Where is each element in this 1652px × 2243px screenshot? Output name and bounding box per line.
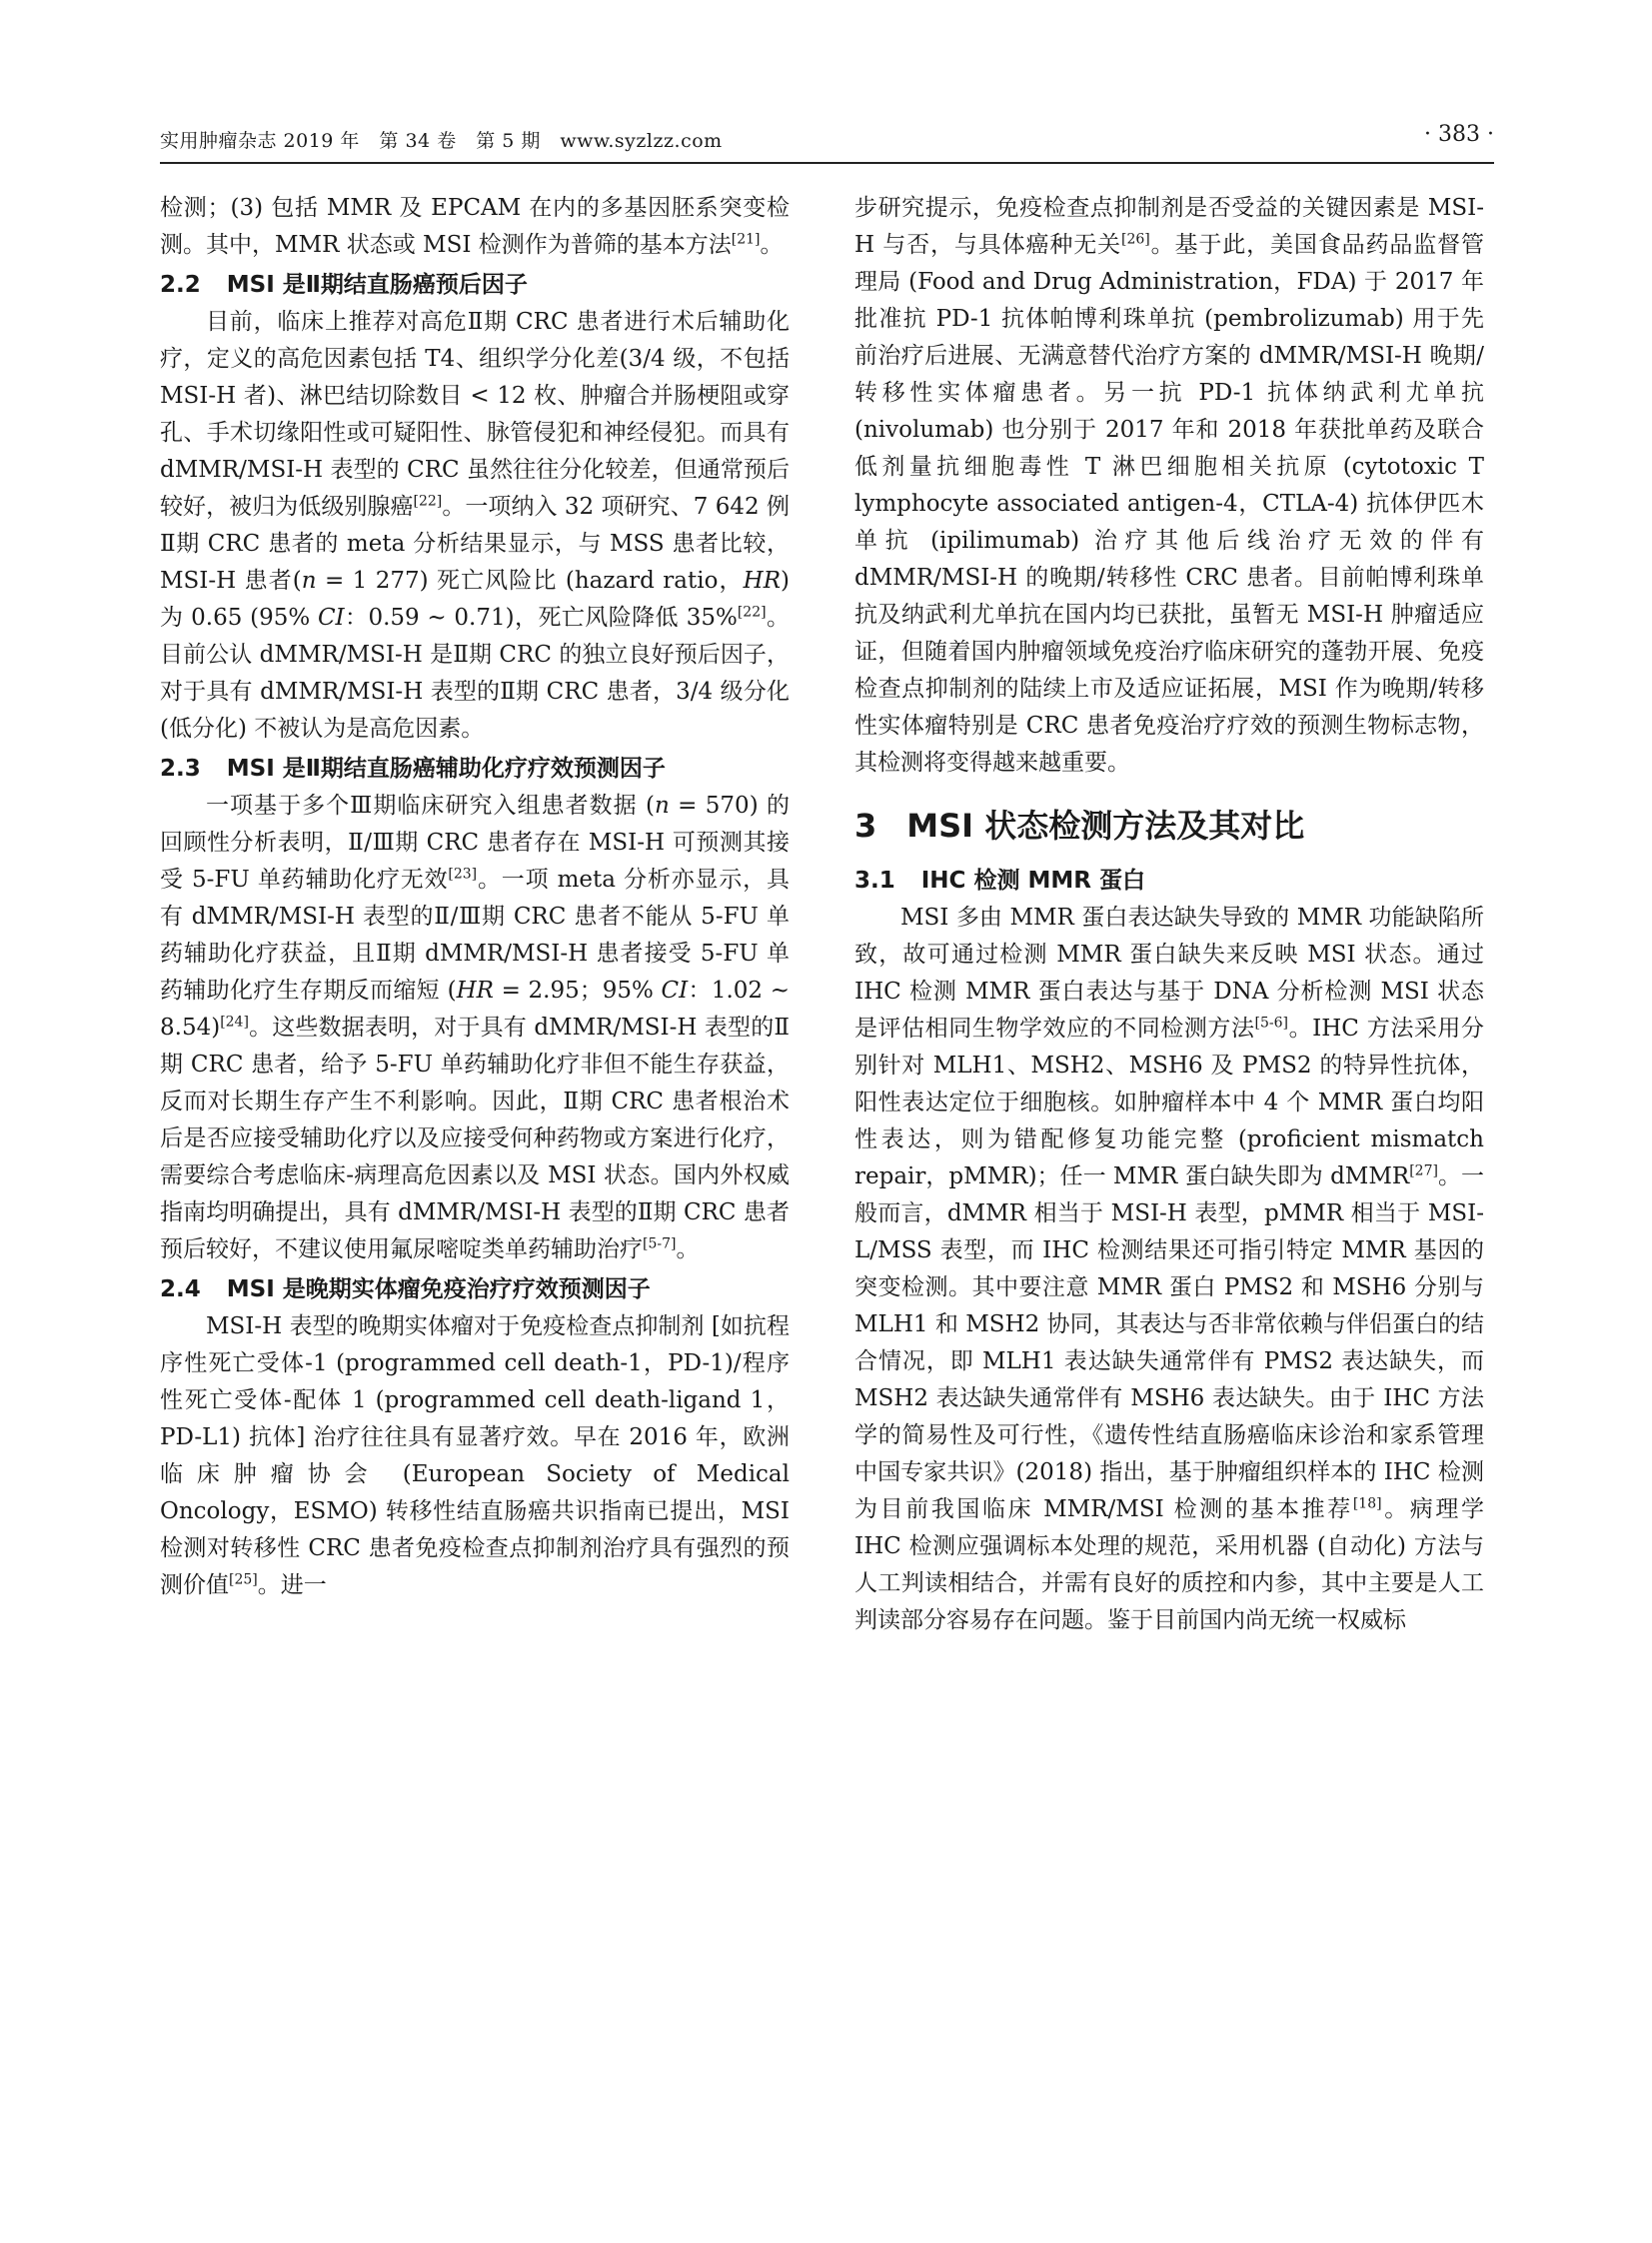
- citation[interactable]: [5-7]: [643, 1235, 677, 1252]
- section-heading-2-2: 2.2 MSI 是Ⅱ期结直肠癌预后因子: [160, 272, 528, 298]
- citation[interactable]: [23]: [448, 866, 478, 883]
- journal-info: 实用肿瘤杂志 2019 年 第 34 卷 第 5 期 www.syzlzz.com: [160, 130, 723, 152]
- running-header: [160, 120, 1494, 164]
- section-heading-2-4: 2.4 MSI 是晚期实体瘤免疫治疗疗效预测因子: [160, 1276, 651, 1302]
- paragraph: 检测；(3) 包括 MMR 及 EPCAM 在内的多基因胚系突变检测。其中，MMR 状态或 MSI 检测作为普筛的基本方法[21]。: [160, 195, 790, 258]
- citation[interactable]: [27]: [1409, 1162, 1438, 1179]
- citation[interactable]: [25]: [229, 1571, 258, 1588]
- citation[interactable]: [22]: [737, 604, 767, 621]
- citation[interactable]: [26]: [1121, 231, 1150, 248]
- left-column: [160, 190, 790, 1604]
- right-column: [854, 190, 1484, 1639]
- paragraph: 步研究提示，免疫检查点抑制剂是否受益的关键因素是 MSI-H 与否，与具体癌种无关[26]。基于此，美国食品药品监督管理局 (Food and Drug Administration，FDA) 于 2017 年批准抗 PD-1 抗体帕博利珠单抗 (pembrolizumab) 用于先前治疗后进展、无满意替代治疗方案的 dMMR/MSI-H 晚期/转移性实体瘤患者。另一抗 PD-1 抗体纳武利尤单抗 (nivolumab) 也分别于 2017 年和 2018 年获批单药及联合低剂量抗细胞毒性 T 淋巴细胞相关抗原 (cytotoxic T lymphocyte associated antigen-4，CTLA-4) 抗体伊匹木单抗 (ipilimumab) 治疗其他后线治疗无效的伴有 dMMR/MSI-H 的晚期/转移性 CRC 患者。目前帕博利珠单抗及纳武利尤单抗在国内均已获批，虽暂无 MSI-H 肿瘤适应证，但随着国内肿瘤领域免疫治疗临床研究的蓬勃开展、免疫检查点抑制剂的陆续上市及适应证拓展，MSI 作为晚期/转移性实体瘤特别是 CRC 患者免疫治疗疗效的预测生物标志物，其检测将变得越来越重要。: [854, 195, 1484, 776]
- section-heading-3-1: 3.1 IHC 检测 MMR 蛋白: [854, 868, 1145, 894]
- citation[interactable]: [22]: [413, 493, 443, 510]
- section-heading-2-3: 2.3 MSI 是Ⅱ期结直肠癌辅助化疗疗效预测因子: [160, 756, 666, 782]
- page-number: · 383 ·: [1424, 122, 1494, 147]
- citation[interactable]: [5-6]: [1254, 1015, 1289, 1032]
- paragraph: MSI 多由 MMR 蛋白表达缺失导致的 MMR 功能缺陷所致，故可通过检测 MMR 蛋白缺失来反映 MSI 状态。通过 IHC 检测 MMR 蛋白表达与基于 DNA 分析检测 MSI 状态是评估相同生物学效应的不同检测方法[5-6]。IHC 方法采用分别针对 MLH1、MSH2、MSH6 及 PMS2 的特异性抗体，阳性表达定位于细胞核。如肿瘤样本中 4 个 MMR 蛋白均阳性表达，则为错配修复功能完整 (proficient mismatch repair，pMMR)；任一 MMR 蛋白缺失即为 dMMR[27]。一般而言，dMMR 相当于 MSI-H 表型，pMMR 相当于 MSI-L/MSS 表型，而 IHC 检测结果还可指引特定 MMR 基因的突变检测。其中要注意 MMR 蛋白 PMS2 和 MSH6 分别与 MLH1 和 MSH2 协同，其表达与否非常依赖与伴侣蛋白的结合情况，即 MLH1 表达缺失通常伴有 PMS2 表达缺失，而 MSH2 表达缺失通常伴有 MSH6 表达缺失。由于 IHC 方法学的简易性及可行性，《遗传性结直肠癌临床诊治和家系管理中国专家共识》(2018) 指出，基于肿瘤组织样本的 IHC 检测为目前我国临床 MMR/MSI 检测的基本推荐[18]。病理学 IHC 检测应强调标本处理的规范，采用机器 (自动化) 方法与人工判读相结合，并需有良好的质控和内参，其中主要是人工判读部分容易存在问题。鉴于目前国内尚无统一权威标: [854, 905, 1485, 1633]
- paragraph: MSI-H 表型的晚期实体瘤对于免疫检查点抑制剂 [如抗程序性死亡受体-1 (programmed cell death-1，PD-1)/程序性死亡受体-配体 1 (programmed cell death-ligand 1，PD-L1) 抗体] 治疗往往具有显著疗效。早在 2016 年，欧洲临床肿瘤协会 (European Society of Medical Oncology，ESMO) 转移性结直肠癌共识指南已提出，MSI 检测对转移性 CRC 患者免疫检查点抑制剂治疗具有强烈的预测价值[25]。进一: [160, 1313, 790, 1598]
- citation[interactable]: [21]: [731, 231, 761, 248]
- paragraph: 一项基于多个Ⅲ期临床研究入组患者数据 (n = 570) 的回顾性分析表明，Ⅱ/Ⅲ期 CRC 患者存在 MSI-H 可预测其接受 5-FU 单药辅助化疗无效[23]。一项 meta 分析亦显示，具有 dMMR/MSI-H 表型的Ⅱ/Ⅲ期 CRC 患者不能从 5-FU 单药辅助化疗获益，且Ⅱ期 dMMR/MSI-H 患者接受 5-FU 单药辅助化疗生存期反而缩短 (HR = 2.95；95% CI：1.02 ~ 8.54)[24]。这些数据表明，对于具有 dMMR/MSI-H 表型的Ⅱ期 CRC 患者，给予 5-FU 单药辅助化疗非但不能生存获益，反而对长期生存产生不利影响。因此，Ⅱ期 CRC 患者根治术后是否应接受辅助化疗以及应接受何种药物或方案进行化疗，需要综合考虑临床-病理高危因素以及 MSI 状态。国内外权威指南均明确提出，具有 dMMR/MSI-H 表型的Ⅱ期 CRC 患者预后较好，不建议使用氟尿嘧啶类单药辅助治疗[5-7]。: [160, 793, 791, 1262]
- section-heading-3: 3 MSI 状态检测方法及其对比: [854, 807, 1305, 845]
- paragraph: 目前，临床上推荐对高危Ⅱ期 CRC 患者进行术后辅助化疗，定义的高危因素包括 T4、组织学分化差(3/4 级，不包括 MSI-H 者)、淋巴结切除数目 < 12 枚、肿瘤合并肠梗阻或穿孔、手术切缘阳性或可疑阳性、脉管侵犯和神经侵犯。而具有 dMMR/MSI-H 表型的 CRC 虽然往往分化较差，但通常预后较好，被归为低级别腺癌[22]。一项纳入 32 项研究、7 642 例Ⅱ期 CRC 患者的 meta 分析结果显示，与 MSS 患者比较，MSI-H 患者(n = 1 277) 死亡风险比 (hazard ratio，HR) 为 0.65 (95% CI：0.59 ~ 0.71)，死亡风险降低 35%[22]。目前公认 dMMR/MSI-H 是Ⅱ期 CRC 的独立良好预后因子，对于具有 dMMR/MSI-H 表型的Ⅱ期 CRC 患者，3/4 级分化 (低分化) 不被认为是高危因素。: [160, 309, 790, 742]
- citation[interactable]: [18]: [1352, 1495, 1382, 1512]
- citation[interactable]: [24]: [220, 1014, 249, 1031]
